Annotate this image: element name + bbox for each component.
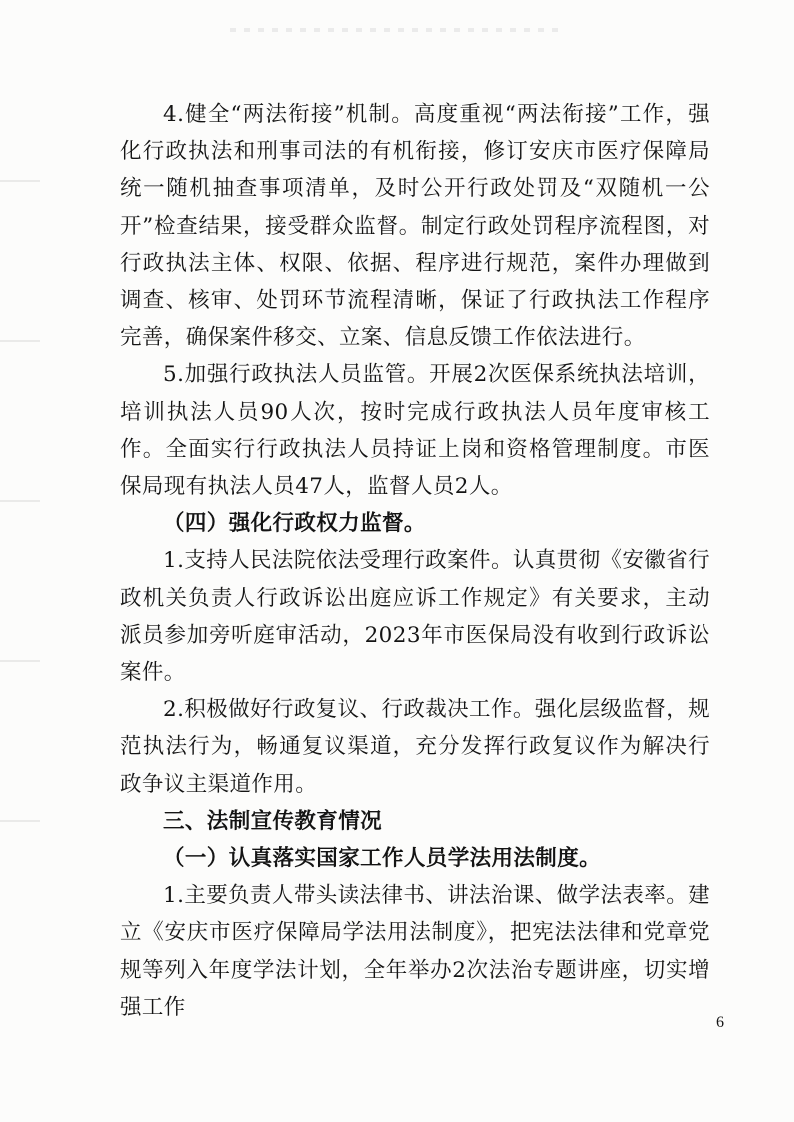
paragraph-two-law-connection: 4.健全“两法衔接”机制。高度重视“两法衔接”工作，强化行政执法和刑事司法的有机衔接，修订安庆市医疗保障局统一随机抽查事项清单，及时公开行政处罚及“双随机一公开”检查结果，接受群众监督。制定行政处罚程序流程图，对行政执法主体、权限、依据、程序进行规范，案件办理做到调查、核审、处罚环节流程清晰，保证了行政执法工作程序完善，确保案件移交、立案、信息反馈工作依法进行。 [120,102,710,351]
paragraph-administrative-review: 2.积极做好行政复议、行政裁决工作。强化层级监督，规范执法行为，畅通复议渠道，充分发挥行政复议作为解决行政争议主渠道作用。 [120,697,710,797]
scan-artifact [0,90,40,970]
section-heading-study-law-system: （一）认真落实国家工作人员学法用法制度。 [163,846,602,872]
paragraph-leader-study: 1.主要负责人带头读法律书、讲法治课、做学法表率。建立《安庆市医疗保障局学法用法制度》，把宪法法律和党章党规等列入年度学法计划，全年举办2次法治专题讲座，切实增强工作 [120,883,710,1020]
paragraph-enforcement-personnel: 5.加强行政执法人员监管。开展2次医保系统执法培训，培训执法人员90人次，按时完成行政执法人员年度审核工作。全面实行行政执法人员持证上岗和资格管理制度。市医保局现有执法人员47人，监督人员2人。 [120,362,710,500]
document-body [120,96,710,1026]
section-heading-power-supervision: （四）强化行政权力监督。 [163,511,426,537]
scan-artifact [230,28,560,32]
chapter-heading-legal-education: 三、法制宣传教育情况 [163,808,383,834]
page-number: 6 [716,1014,724,1031]
paragraph-court-cases: 1.支持人民法院依法受理行政案件。认真贯彻《安徽省行政机关负责人行政诉讼出庭应诉工作规定》有关要求，主动派员参加旁听庭审活动，2023年市医保局没有收到行政诉讼案件。 [120,548,710,686]
